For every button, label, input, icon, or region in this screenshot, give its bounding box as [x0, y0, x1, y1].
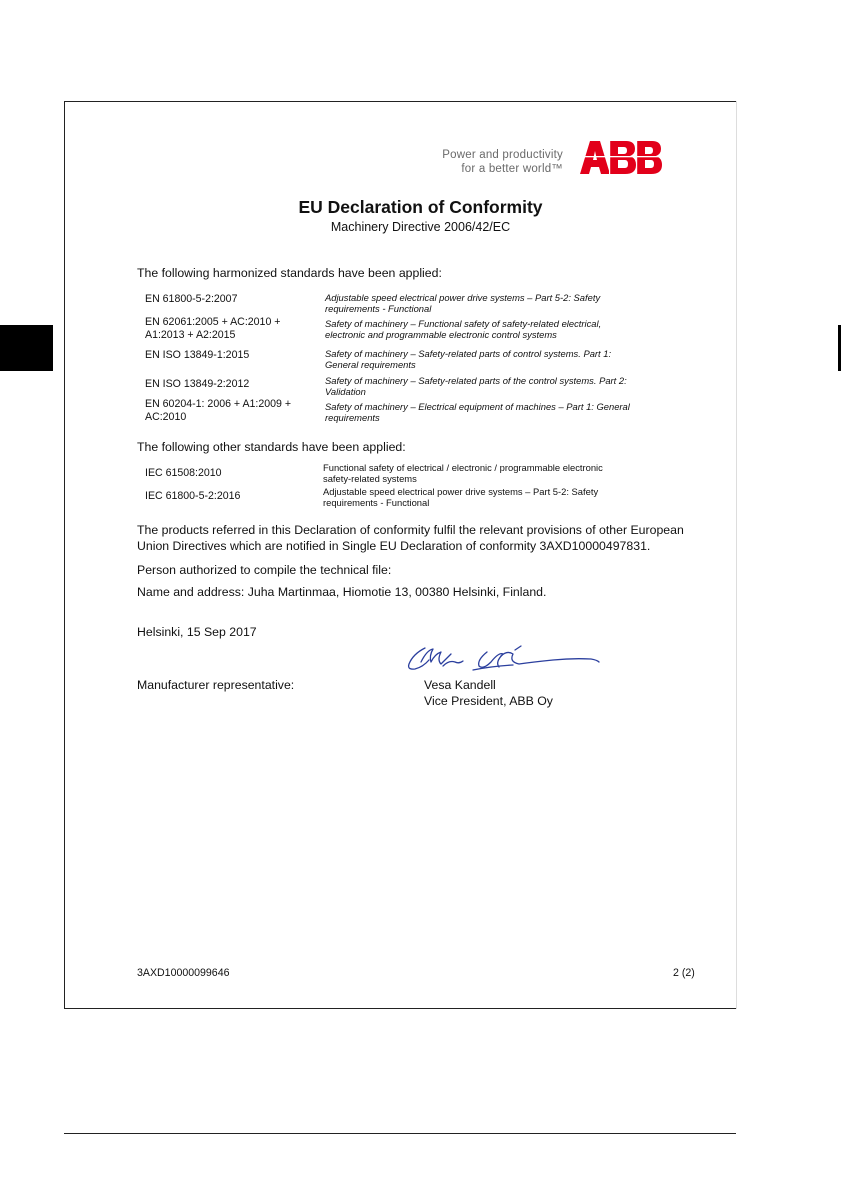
manufacturer-representative-label: Manufacturer representative:: [137, 678, 295, 692]
abb-logo: [580, 139, 664, 180]
document-subtitle: Machinery Directive 2006/42/EC: [330, 220, 511, 234]
harmonized-std-desc-4: Safety of machinery – Safety-related parts of the control systems. Part 2: Validation: [325, 375, 627, 397]
certificate-frame: [64, 101, 736, 1009]
brand-tagline-line1: Power and productivity: [442, 149, 563, 161]
document-id: 3AXD10000099646: [137, 967, 230, 979]
page-number: 2 (2): [673, 967, 695, 979]
chapter-tab-marker: [0, 325, 53, 371]
certificate-frame-edge: [736, 101, 737, 1009]
harmonized-standards-heading: The following harmonized standards have been applied:: [137, 266, 442, 280]
place-and-date: Helsinki, 15 Sep 2017: [137, 625, 257, 639]
other-standards-heading: The following other standards have been applied:: [137, 440, 406, 454]
harmonized-std-code-2: EN 62061:2005 + AC:2010 + A1:2013 + A2:2015: [145, 316, 281, 341]
harmonized-std-desc-1: Adjustable speed electrical power drive systems – Part 5-2: Safety requirements - Functional: [325, 292, 601, 314]
authorized-person-address: Name and address: Juha Martinmaa, Hiomotie 13, 00380 Helsinki, Finland.: [137, 585, 547, 599]
authorized-person-heading: Person authorized to compile the technical file:: [137, 563, 392, 577]
document-title: EU Declaration of Conformity: [298, 197, 543, 217]
harmonized-std-desc-5: Safety of machinery – Electrical equipment of machines – Part 1: General requirements: [325, 401, 630, 423]
harmonized-std-code-5: EN 60204-1: 2006 + A1:2009 + AC:2010: [145, 398, 292, 423]
harmonized-std-code-1: EN 61800-5-2:2007: [145, 293, 238, 305]
signer-name: Vesa Kandell: [424, 678, 496, 692]
brand-tagline-line2: for a better world™: [461, 163, 563, 175]
other-std-code-1: IEC 61508:2010: [145, 467, 222, 479]
signature-scribble: [403, 640, 603, 676]
brand-tagline: [442, 148, 563, 176]
directives-statement: [137, 522, 684, 554]
signer-title: Vice President, ABB Oy: [424, 694, 553, 708]
page-footer-rule: [64, 1133, 736, 1134]
directives-statement-line1: The products referred in this Declaration of conformity fulfil the relevant provisions of other European: [137, 523, 684, 537]
other-std-desc-2: Adjustable speed electrical power drive systems – Part 5-2: Safety requirements - Functional: [323, 486, 599, 508]
handwritten-signature: [403, 640, 603, 681]
directives-statement-line2: Union Directives which are notified in Single EU Declaration of conformity 3AXD10000497831.: [137, 539, 651, 553]
signer-block: [424, 677, 553, 709]
other-std-desc-1: Functional safety of electrical / electronic / programmable electronic safety-related systems: [323, 462, 603, 484]
harmonized-std-code-4: EN ISO 13849-2:2012: [145, 378, 250, 390]
abb-logo-mark: [580, 139, 664, 175]
other-std-code-2: IEC 61800-5-2:2016: [145, 490, 241, 502]
harmonized-std-desc-3: Safety of machinery – Safety-related parts of control systems. Part 1: General requirements: [325, 348, 612, 370]
harmonized-std-code-3: EN ISO 13849-1:2015: [145, 349, 250, 361]
harmonized-std-desc-2: Safety of machinery – Functional safety of safety-related electrical, electronic and programmable electronic control systems: [325, 318, 602, 340]
